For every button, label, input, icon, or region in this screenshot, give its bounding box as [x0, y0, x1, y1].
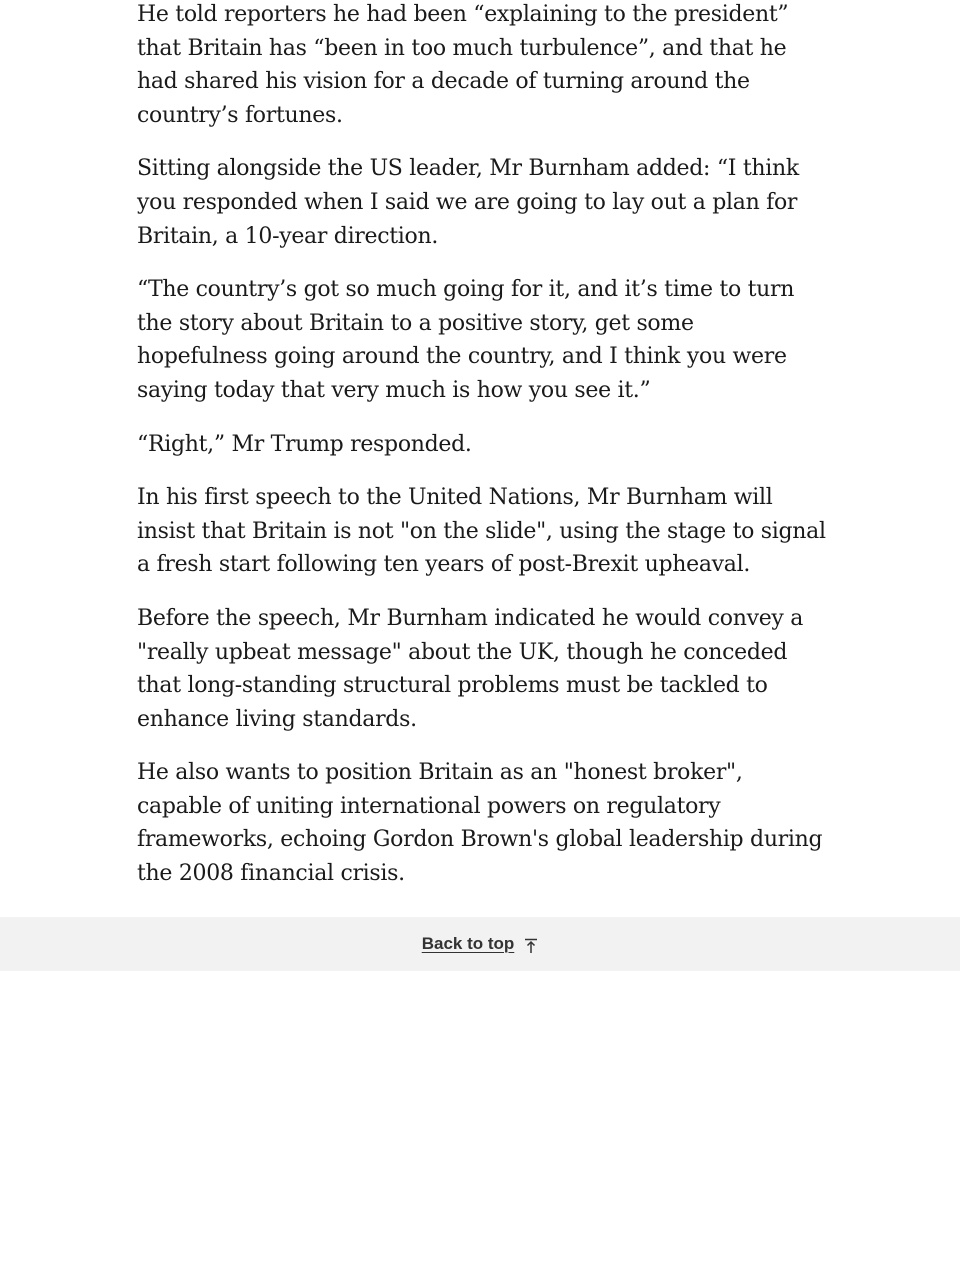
- article-paragraph: He also wants to position Britain as an "honest broker", capable of uniting international powers on regulatory frameworks, echoing Gordon Brown's global leadership during the 2008 financial crisis.: [137, 760, 823, 887]
- back-to-top-label: Back to top: [421, 934, 515, 953]
- article-paragraph: Sitting alongside the US leader, Mr Burnham added: “I think you responded when I said we are going to lay out a plan for Britain, a 10-year direction.: [137, 156, 799, 249]
- article-paragraph: In his first speech to the United Nations, Mr Burnham will insist that Britain is not "on the slide", using the stage to signal a fresh start following ten years of post-Brexit upheaval.: [137, 485, 826, 578]
- article-paragraph: “The country’s got so much going for it, and it’s time to turn the story about Britain to a positive story, get some hopefulness going around the country, and I think you were saying today that very much is how you see it.”: [137, 277, 795, 403]
- article-paragraph: Before the speech, Mr Burnham indicated he would convey a "really upbeat message" about the UK, though he conceded that long-standing structural problems must be tackled to enhance living standards.: [137, 605, 804, 732]
- back-to-top-link[interactable]: [422, 934, 539, 954]
- article-paragraph: “Right,” Mr Trump responded.: [137, 431, 472, 457]
- article-paragraph: He told reporters he had been “explaining to the president” that Britain has “been in too much turbulence”, and that he had shared his vision for a decade of turning around the country’s fortunes.: [137, 2, 789, 128]
- arrow-up-to-line-icon: [524, 938, 538, 954]
- back-to-top-bar: [0, 917, 960, 971]
- article-body: [137, 0, 827, 911]
